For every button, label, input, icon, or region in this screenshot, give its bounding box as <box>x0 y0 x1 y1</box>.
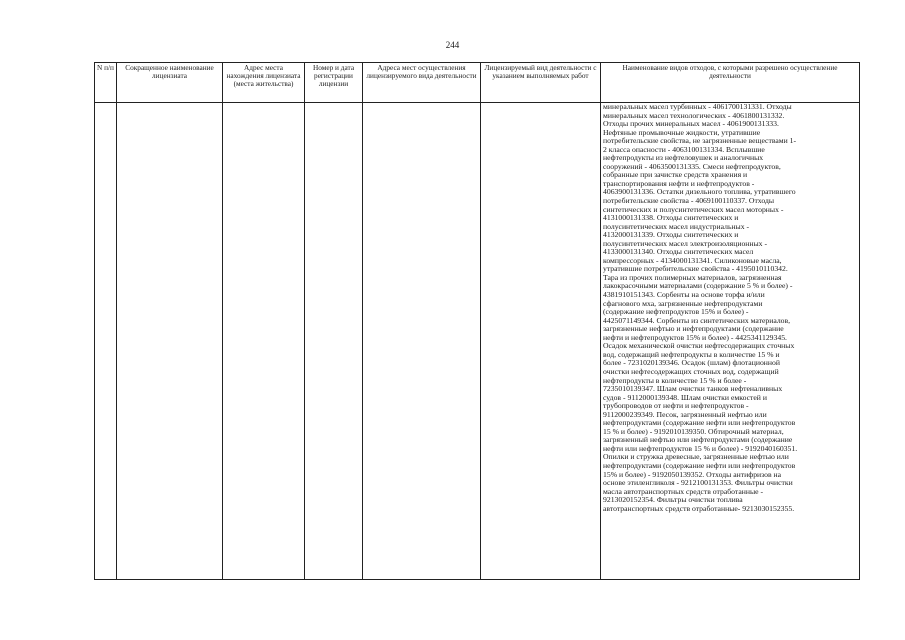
waste-text-line: загрязненные нефтью и нефтепродуктами (содержание <box>603 324 784 334</box>
header-licensee-name: Сокращенное наименование лицензиата <box>117 63 223 103</box>
waste-text-line: нефти и нефтепродуктов 15% и более) - 4425341129345. <box>603 332 787 342</box>
waste-text-line: нефтепродукты в количестве 15 % и более - <box>603 375 747 385</box>
waste-text-line: 15 % и более) - 9192010139350. Обтирочный материал, <box>603 426 784 436</box>
cell-waste-types <box>601 103 860 580</box>
cell-licensed-activity <box>481 103 601 580</box>
page-number: 244 <box>445 40 460 50</box>
waste-text-line: 9213020152354. Фильтры очистки топлива <box>603 495 743 505</box>
waste-text-line: синтетических и полусинтетических масел моторных - <box>603 204 784 214</box>
waste-text-line: лакокрасочными материалами (содержание 5 % и более) - <box>603 281 793 291</box>
cell-activity-addresses <box>363 103 481 580</box>
header-licensed-activity: Лицензируемый вид деятельности с указанием выполняемых работ <box>481 63 601 103</box>
waste-text-line: транспортирования нефти и нефтепродуктов - <box>603 178 755 188</box>
waste-text-line: нефтепродуктами (содержание нефти или нефтепродуктов <box>603 460 796 470</box>
waste-text-line: полусинтетических масел электроизоляционных - <box>603 238 768 248</box>
waste-text-line: нефтепродуктами (содержание нефти или нефтепродуктов <box>603 418 796 428</box>
waste-text-line: нефти или нефтепродуктов 15 % и более) - 9192040160351. <box>603 443 798 453</box>
waste-text-line: 2 класса опасности - 4063100131334. Всплывшие <box>603 144 765 154</box>
waste-types-text <box>603 103 857 513</box>
waste-text-line: 15% и более) - 9192050139352. Отходы антифризов на <box>603 469 782 479</box>
waste-text-line: 4063900131336. Остатки дизельного топлива, утратившего <box>603 187 796 197</box>
waste-text-line: судов - 9112000139348. Шлам очистки емкостей и <box>603 392 767 402</box>
waste-text-line: 4131000131338. Отходы синтетических и <box>603 213 739 223</box>
cell-license-number-date <box>305 103 363 580</box>
waste-text-line: потребительские свойства, не загрязненные веществами 1- <box>603 136 797 146</box>
waste-text-line: минеральных масел технологических - 4061800131332. <box>603 110 785 120</box>
waste-text-line: сооружений - 4063500131335. Смеси нефтепродуктов, <box>603 161 781 171</box>
license-register-table <box>94 62 860 580</box>
waste-text-line: компрессорных - 4134000131341. Силиконовые масла, <box>603 255 782 265</box>
waste-text-line: полусинтетических масел индустриальных - <box>603 221 750 231</box>
waste-text-line: 9112000239349. Песок, загрязненный нефтью или <box>603 409 767 419</box>
waste-text-line: очистки нефтесодержащих сточных вод, содержащий <box>603 366 779 376</box>
header-licensee-address: Адрес места нахождения лицензиата (места жительства) <box>223 63 305 103</box>
waste-text-line: загрязненный нефтью или нефтепродуктами (содержание <box>603 435 793 445</box>
header-row-number: N п/п <box>95 63 117 103</box>
waste-text-line: Опилки и стружка древесные, загрязненные нефтью или <box>603 452 789 462</box>
waste-text-line: 4381910151343. Сорбенты на основе торфа и/или <box>603 290 765 300</box>
waste-text-line: потребительские свойства - 4069100110337. Отходы <box>603 196 775 206</box>
waste-text-line: Нефтяные промывочные жидкости, утратившие <box>603 127 761 137</box>
cell-licensee-address <box>223 103 305 580</box>
waste-text-line: Тара из прочих полимерных материалов, загрязненная <box>603 272 782 282</box>
waste-text-line: нефтепродукты из нефтеловушек и аналогичных <box>603 153 764 163</box>
cell-row-number <box>95 103 117 580</box>
cell-licensee-name <box>117 103 223 580</box>
waste-text-line: основе этиленгликоля - 9212100131353. Фильтры очистки <box>603 478 793 488</box>
waste-text-line: масла автотранспортных средств отработанные - <box>603 486 764 496</box>
waste-text-line: 4133000131340. Отходы синтетических масел <box>603 247 754 257</box>
waste-text-line: 4425071149344. Сорбенты из синтетических материалов, <box>603 315 791 325</box>
header-row <box>95 63 860 103</box>
waste-text-line: минеральных масел турбинных - 4061700131331. Отходы <box>603 102 792 111</box>
waste-text-line: собранные при зачистке средств хранения и <box>603 170 748 180</box>
header-license-number-date: Номер и дата регистрации лицензии <box>305 63 363 103</box>
table-header <box>95 63 860 103</box>
waste-text-line: трубопроводов от нефти и нефтепродуктов - <box>603 401 749 411</box>
waste-text-line: Отходы прочих минеральных масел - 4061900131333. <box>603 119 779 129</box>
waste-text-line: 4132000131339. Отходы синтетических и <box>603 230 739 240</box>
waste-text-line: (содержание нефтепродуктов 15% и более) - <box>603 307 749 317</box>
waste-text-line: Осадок механической очистки нефтесодержащих сточных <box>603 341 795 351</box>
header-waste-types: Наименование видов отходов, с которыми разрешено осуществление деятельности <box>601 63 860 103</box>
table-row <box>95 103 860 580</box>
waste-text-line: более - 7231020139346. Осадок (шлам) флотационной <box>603 358 780 368</box>
waste-text-line: автотранспортных средств отработанные- 9213030152355. <box>603 503 795 513</box>
waste-text-line: 7235010139347. Шлам очистки танков нефтеналивных <box>603 384 783 394</box>
waste-text-line: утратившие потребительские свойства - 4195010110342. <box>603 264 788 274</box>
waste-text-line: сфагнового мха, загрязненные нефтепродуктами <box>603 298 763 308</box>
header-activity-addresses: Адреса мест осуществления лицензируемого вида деятельности <box>363 63 481 103</box>
waste-text-line: вод, содержащий нефтепродукты в количестве 15 % и <box>603 349 780 359</box>
